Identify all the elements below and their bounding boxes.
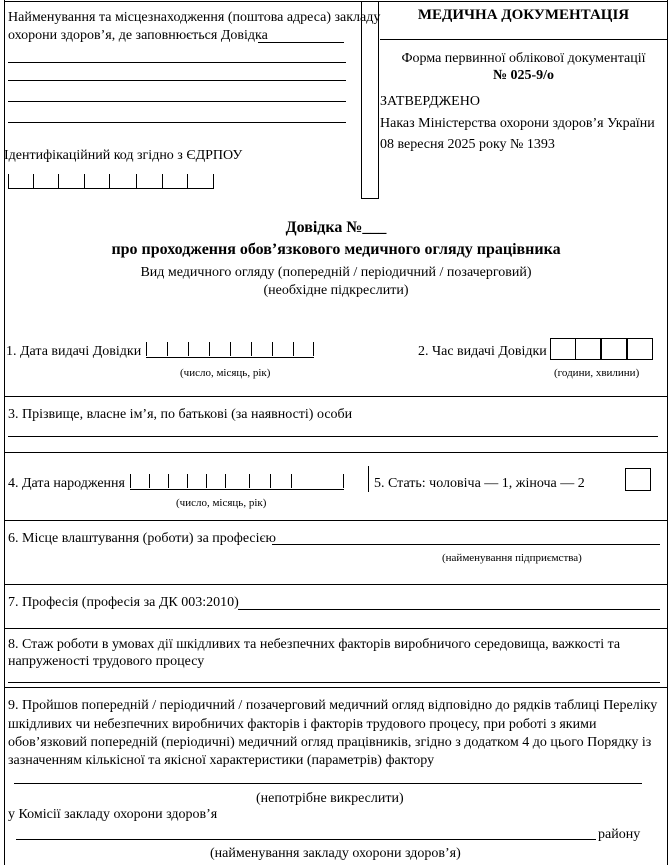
- med-doc-title: МЕДИЧНА ДОКУМЕНТАЦІЯ: [417, 7, 630, 23]
- form-line1: Форма первинної облікової документації: [401, 51, 646, 66]
- commission-line[interactable]: [16, 839, 596, 840]
- exam-factor-line[interactable]: [14, 783, 642, 784]
- sex-box[interactable]: [625, 468, 651, 491]
- section-separator: [4, 452, 668, 453]
- section-separator: [4, 396, 668, 397]
- facility-hint: (найменування закладу охорони здоров’я): [210, 846, 461, 861]
- institution-label-line1: Найменування та місцезнаходження (поштова адреса) закладу: [8, 10, 381, 25]
- district-suffix: району: [598, 827, 641, 842]
- header-divider: [378, 1, 379, 199]
- header-divider-bottom: [361, 198, 379, 199]
- section-separator: [4, 520, 668, 521]
- full-name-label: 3. Прізвище, власне ім’я, по батькові (за наявності) особи: [8, 407, 353, 422]
- birth-date-hint: (число, місяць, рік): [176, 497, 267, 509]
- profession-label: 7. Професія (професія за ДК 003:2010): [8, 595, 239, 610]
- workplace-label: 6. Місце влаштування (роботи) за професією: [8, 531, 276, 546]
- underline-note: (необхідне підкреслити): [263, 283, 409, 298]
- birth-date-cells[interactable]: [130, 468, 344, 490]
- issue-time-boxes[interactable]: [550, 338, 653, 360]
- experience-line[interactable]: [8, 682, 660, 683]
- institution-line[interactable]: [8, 80, 346, 81]
- certificate-title: Довідка №___: [285, 219, 387, 236]
- section-separator: [4, 584, 668, 585]
- issue-time-hint: (години, хвилини): [554, 367, 640, 379]
- order-line1: Наказ Міністерства охорони здоров’я України: [380, 116, 655, 131]
- issue-date-hint: (число, місяць, рік): [180, 367, 271, 379]
- experience-line2: напруженості трудового процесу: [8, 654, 205, 669]
- certificate-subtitle: про проходження обов’язкового медичного огляду працівника: [111, 241, 561, 258]
- page-right-border: [667, 0, 668, 865]
- issue-date-label: 1. Дата видачі Довідки: [6, 344, 142, 359]
- sex-label: 5. Стать: чоловіча — 1, жіноча — 2: [374, 476, 585, 491]
- exam-line4: зазначенням кількісної та якісної характеристики (параметрів) фактору: [8, 753, 435, 768]
- institution-line[interactable]: [8, 62, 346, 63]
- approved-label: ЗАТВЕРДЖЕНО: [380, 94, 480, 109]
- workplace-hint: (найменування підприємства): [442, 552, 582, 564]
- commission-label: у Комісії закладу охорони здоров’я: [8, 807, 218, 822]
- institution-line[interactable]: [8, 101, 346, 102]
- issue-time-label: 2. Час видачі Довідки: [418, 344, 547, 359]
- exam-line2: шкідливих чи небезпечних виробничих факторів і факторів трудового процесу, при роботі з якими: [8, 717, 597, 732]
- experience-line1: 8. Стаж роботи в умовах дії шкідливих та небезпечних факторів виробничого середовища, важкості та: [8, 637, 621, 652]
- profession-line[interactable]: [238, 609, 660, 610]
- header-divider: [361, 1, 362, 199]
- workplace-line[interactable]: [272, 544, 660, 545]
- section-separator: [4, 687, 668, 688]
- section-separator: [4, 628, 668, 629]
- strike-note: (непотрібне викреслити): [256, 791, 404, 806]
- institution-line[interactable]: [258, 42, 344, 43]
- page-left-border: [4, 0, 5, 865]
- id-code-cells[interactable]: [8, 172, 214, 189]
- exam-line1: 9. Пройшов попередній / періодичний / позачерговий медичний огляд відповідно до рядків таблиці Переліку: [8, 698, 658, 713]
- exam-line3: обов’язковий попередній (періодичні) медичний огляд працівників, згідно з додатком 4 до цього Порядку із: [8, 735, 652, 750]
- exam-type[interactable]: Вид медичного огляду (попередній / періодичний / позачерговий): [140, 265, 532, 280]
- row4-divider: [368, 466, 369, 492]
- issue-date-cells[interactable]: [146, 338, 314, 358]
- id-code-label: Ідентифікаційний код згідно з ЄДРПОУ: [4, 148, 243, 163]
- institution-label-line2: охорони здоров’я, де заповнюється Довідка: [8, 28, 268, 43]
- order-line2: 08 вересня 2025 року № 1393: [380, 137, 555, 152]
- med-doc-underline: [380, 39, 667, 40]
- page-top-border: [4, 1, 668, 2]
- form-number: № 025-9/о: [492, 68, 555, 83]
- birth-date-label: 4. Дата народження: [8, 476, 125, 491]
- institution-line[interactable]: [8, 122, 346, 123]
- full-name-line[interactable]: [8, 436, 658, 437]
